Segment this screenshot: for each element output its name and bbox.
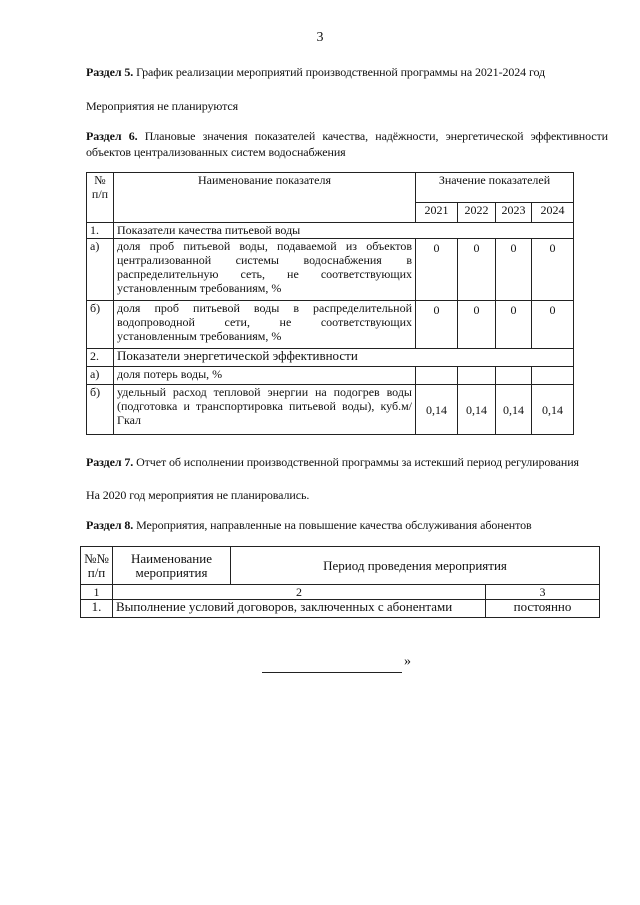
- row-num: а): [87, 239, 114, 301]
- section7-heading: [86, 454, 616, 470]
- value-cell: 0: [532, 239, 574, 301]
- section8-heading: [86, 517, 606, 533]
- header-num: № п/п: [87, 173, 114, 223]
- section7-title: Отчет об исполнении производственной программы за истекший период регулирования: [133, 455, 579, 469]
- header-num: №№ п/п: [81, 547, 113, 585]
- row-name: удельный расход тепловой энергии на подогрев воды (подготовка и транспортировка питьевой воды), куб.м/Гкал: [114, 385, 416, 435]
- row-name: доля потерь воды, %: [114, 367, 416, 385]
- value-cell: 0,14: [532, 385, 574, 435]
- section8-label: Раздел 8.: [86, 518, 134, 532]
- table-header-row: [87, 173, 574, 203]
- quality-indicators-table: [86, 172, 574, 435]
- value-cell: 0: [458, 239, 496, 301]
- row-num: а): [87, 367, 114, 385]
- header-period: Период проведения мероприятия: [231, 547, 600, 585]
- value-cell: 0,14: [416, 385, 458, 435]
- row-num: 2.: [87, 349, 114, 367]
- table-row: [87, 349, 574, 367]
- table-row: [87, 223, 574, 239]
- table-row: [87, 239, 574, 301]
- section6-heading: [86, 128, 608, 160]
- section6-title: Плановые значения показателей качества, надёжности, энергетической эффективности объектов централизованных систем водоснабжения: [86, 129, 608, 159]
- value-cell: 0: [458, 301, 496, 349]
- row-name: Показатели качества питьевой воды: [114, 223, 574, 239]
- numbering-cell: 3: [486, 585, 600, 600]
- year-cell: 2024: [532, 203, 574, 223]
- section8-title: Мероприятия, направленные на повышение качества обслуживания абонентов: [133, 518, 532, 532]
- closing-quote: »: [404, 654, 411, 669]
- row-num: 1.: [81, 600, 113, 618]
- table-row: [87, 385, 574, 435]
- table-header-row: [81, 547, 600, 585]
- value-cell: 0,14: [496, 385, 532, 435]
- table-numbering-row: [81, 585, 600, 600]
- row-name: доля проб питьевой воды в распределительной водопроводной сети, не соответствующих установленным требованиям, %: [114, 301, 416, 349]
- value-cell: 0: [416, 301, 458, 349]
- value-cell: 0,14: [458, 385, 496, 435]
- value-cell: 0: [496, 301, 532, 349]
- row-num: б): [87, 301, 114, 349]
- row-name: доля проб питьевой воды, подаваемой из объектов централизованной системы водоснабжения в распределительную сеть, не соответствующих установленным требованиям, %: [114, 239, 416, 301]
- numbering-cell: 1: [81, 585, 113, 600]
- section6-label: Раздел 6.: [86, 129, 138, 143]
- table-row: [87, 301, 574, 349]
- section5-heading: [86, 64, 606, 80]
- header-name: Наименование мероприятия: [113, 547, 231, 585]
- row-num: 1.: [87, 223, 114, 239]
- value-cell: [496, 367, 532, 385]
- section5-title: График реализации мероприятий производственной программы на 2021-2024 год: [133, 65, 546, 79]
- value-cell: 0: [496, 239, 532, 301]
- row-num: б): [87, 385, 114, 435]
- value-cell: [416, 367, 458, 385]
- page-number: 3: [316, 30, 324, 45]
- year-cell: 2023: [496, 203, 532, 223]
- table-row: [87, 367, 574, 385]
- year-cell: 2021: [416, 203, 458, 223]
- year-cell: 2022: [458, 203, 496, 223]
- section5-note: Мероприятия не планируются: [86, 99, 238, 113]
- value-cell: 0: [532, 301, 574, 349]
- service-measures-table: [80, 546, 600, 618]
- signature-line: [262, 660, 402, 673]
- value-cell: [532, 367, 574, 385]
- row-period: постоянно: [486, 600, 600, 618]
- numbering-cell: 2: [113, 585, 486, 600]
- value-cell: [458, 367, 496, 385]
- header-name: Наименование показателя: [114, 173, 416, 223]
- row-name: Показатели энергетической эффективности: [114, 349, 574, 367]
- header-values: Значение показателей: [416, 173, 574, 203]
- table-row: [81, 600, 600, 618]
- section7-note: На 2020 год мероприятия не планировались.: [86, 488, 310, 502]
- row-name: Выполнение условий договоров, заключенных с абонентами: [113, 600, 486, 618]
- section5-label: Раздел 5.: [86, 65, 134, 79]
- value-cell: 0: [416, 239, 458, 301]
- section7-label: Раздел 7.: [86, 455, 134, 469]
